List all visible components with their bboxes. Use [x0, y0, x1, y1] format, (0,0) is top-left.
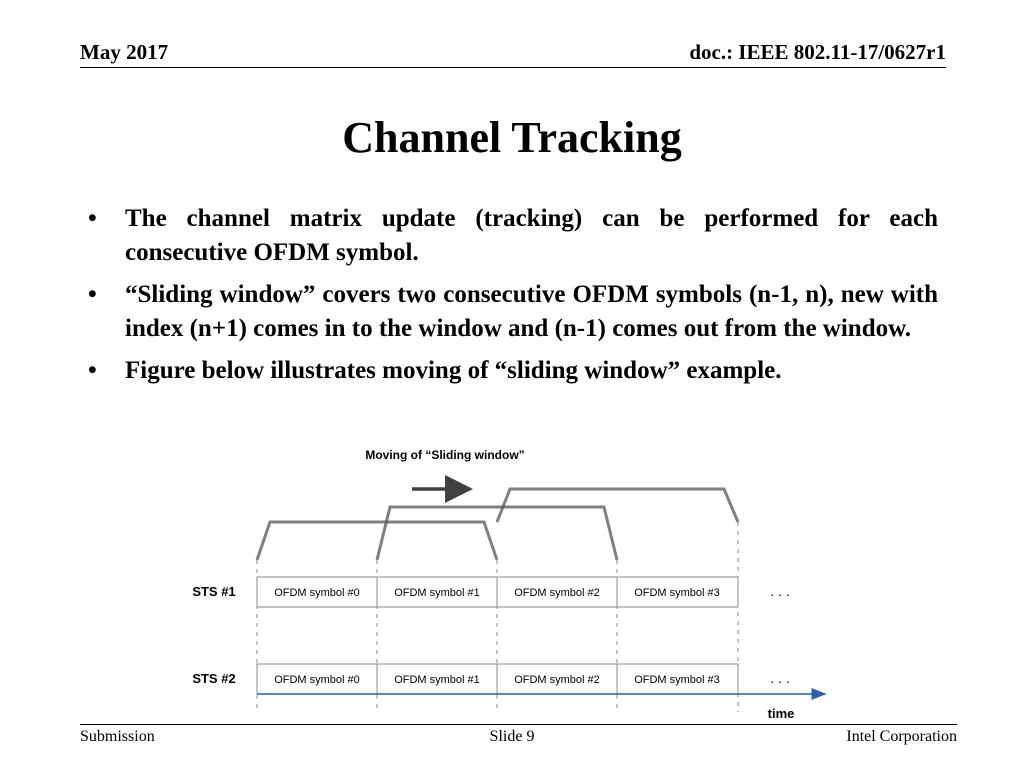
ofdm-symbol-label: OFDM symbol #3	[634, 674, 720, 686]
slide-title: Channel Tracking	[342, 113, 682, 162]
bullet-dot-icon: •	[88, 205, 97, 232]
ofdm-symbol-label: OFDM symbol #0	[274, 674, 360, 686]
bullet-dot-icon: •	[88, 281, 97, 308]
time-axis-label: time	[767, 706, 795, 721]
footer-divider	[80, 724, 957, 725]
continuation-ellipsis: . . .	[770, 670, 790, 686]
ofdm-symbol-label: OFDM symbol #1	[394, 674, 480, 686]
continuation-ellipsis: . . .	[770, 583, 790, 599]
ofdm-symbol-label: OFDM symbol #0	[274, 587, 360, 599]
header-date: May 2017	[80, 40, 169, 64]
ofdm-symbol-label: OFDM symbol #2	[514, 674, 600, 686]
ofdm-symbol-label: OFDM symbol #2	[514, 587, 600, 599]
bullet-text: “Sliding window” covers two consecutive OFDM symbols (n-1, n), new with index (n+1) comes in to the window and (n-1) comes out from the window.	[125, 281, 938, 342]
figure-caption: Moving of “Sliding window”	[365, 448, 525, 462]
sliding-window-bracket	[377, 507, 617, 560]
bullet-text: Figure below illustrates moving of “sliding window” example.	[125, 357, 782, 384]
ofdm-symbol-label: OFDM symbol #1	[394, 587, 480, 599]
bullet-dot-icon: •	[88, 357, 97, 384]
footer-slide-number: Slide 9	[489, 728, 535, 745]
footer-submission: Submission	[80, 728, 155, 745]
stream-label: STS #1	[192, 584, 236, 599]
ofdm-symbol-label: OFDM symbol #3	[634, 587, 720, 599]
footer-organization: Intel Corporation	[846, 728, 957, 745]
stream-label: STS #2	[192, 671, 236, 686]
bullet-text: The channel matrix update (tracking) can be performed for each consecutive OFDM symbol.	[125, 205, 938, 266]
header-doc-id: doc.: IEEE 802.11-17/0627r1	[689, 40, 946, 64]
